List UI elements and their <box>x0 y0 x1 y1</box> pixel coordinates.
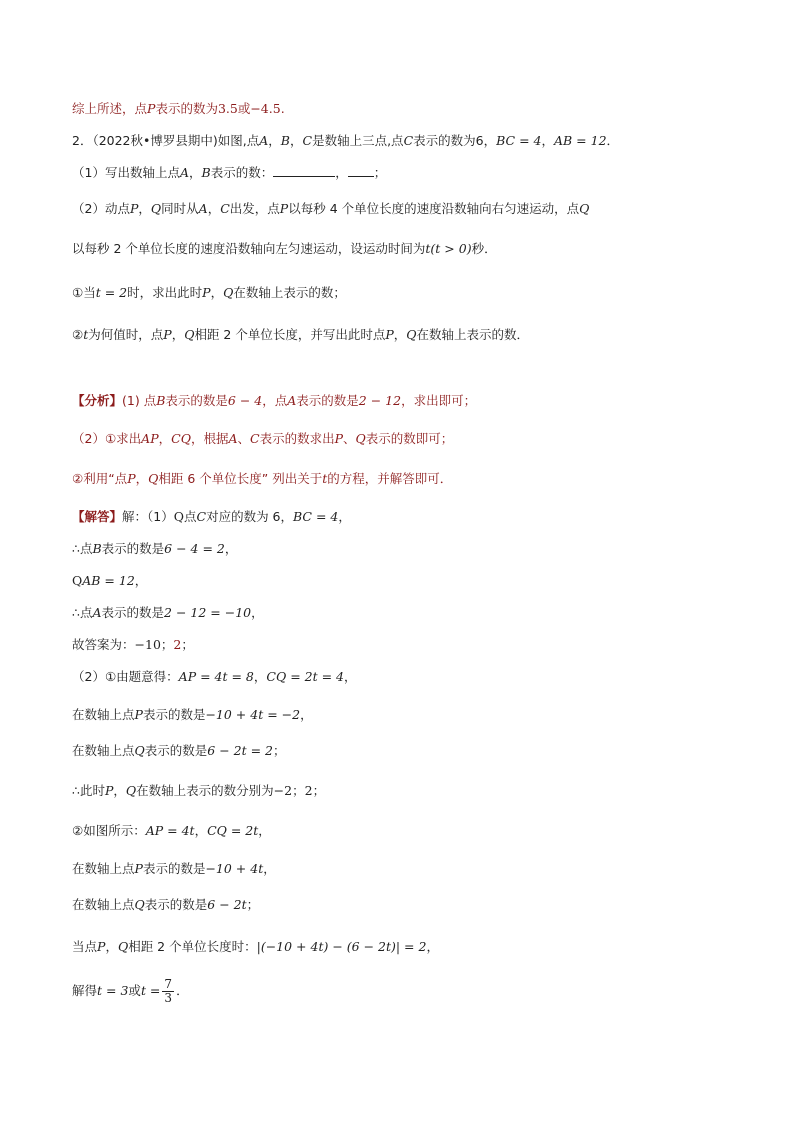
part1-text: 表示的数： <box>210 165 274 180</box>
s10-sep: ， <box>194 823 208 838</box>
s1-b: 点 <box>183 509 197 524</box>
s14-or: 或 <box>128 983 141 998</box>
s4-e: 2 − 12 = −10 <box>164 605 252 620</box>
s13-b: 相距 2 个单位长度时： <box>128 939 257 954</box>
analysis-l2-point-a: A <box>228 431 238 446</box>
analysis-l2-c: 、 <box>237 431 251 446</box>
part2-q: Q <box>150 201 162 216</box>
part2-b: 同时从 <box>161 201 199 216</box>
analysis-l2-e: 、 <box>343 431 356 446</box>
solution-line14 <box>72 975 189 1007</box>
s2-e: 6 − 4 = 2 <box>164 541 225 556</box>
s9-b: 在数轴上表示的数分别为 <box>136 783 274 798</box>
s14-e2: t = <box>140 983 161 998</box>
s4-a-point: A <box>92 605 102 620</box>
sub2-sep: ， <box>171 327 185 342</box>
stem-b: B <box>280 133 290 148</box>
s12-c: ； <box>246 897 260 912</box>
s8-q: Q <box>134 743 145 758</box>
s10-e1: AP = 4t <box>145 823 195 838</box>
part2-p: P <box>129 201 139 216</box>
analysis-line1 <box>72 392 476 410</box>
s14-a: 解得 <box>72 983 98 998</box>
part1-comma: ， <box>335 165 348 180</box>
s6-a: （2）①由题意得： <box>72 669 179 684</box>
question-stem <box>72 132 619 150</box>
sub2-q: Q <box>184 327 195 342</box>
s6-end: ， <box>344 669 357 684</box>
s11-b: 表示的数是 <box>142 861 206 876</box>
solution-line5 <box>72 636 194 654</box>
s1-a: 解：（1） <box>122 509 174 524</box>
analysis-l3-p: P <box>127 471 136 486</box>
s12-a: 在数轴上点 <box>72 897 135 912</box>
analysis-l2-a: （2）①求出 <box>72 431 142 446</box>
therefore-symbol: ∴ <box>72 783 80 798</box>
because-symbol: Q <box>72 573 83 588</box>
s9-v2: 2 <box>304 783 313 798</box>
s3-c: ， <box>134 573 148 588</box>
s9-v1: −2 <box>273 783 293 798</box>
stem-c: C <box>302 133 313 148</box>
s1-c-point: C <box>196 509 207 524</box>
solution-line7 <box>72 706 313 724</box>
stem-text: 是数轴上三点,点 <box>312 133 404 148</box>
fraction-seven-thirds <box>162 978 174 1005</box>
solution-line6 <box>72 668 357 686</box>
stem-sep2: ， <box>289 133 303 148</box>
sub2-q2: Q <box>406 327 417 342</box>
part2-d: 以每秒 4 个单位长度的速度沿数轴向右匀速运动，点 <box>288 201 580 216</box>
s1-bc: BC = 4 <box>293 509 339 524</box>
analysis-l1-e2: 2 − 12 <box>358 393 402 408</box>
stem-bc: BC = 4 <box>496 133 542 148</box>
part2-line2-b: 秒． <box>471 241 497 256</box>
s2-b: 表示的数是 <box>101 541 165 556</box>
s5-v2: 2 <box>173 637 182 652</box>
question-source: ．（2022秋•博罗县期中)如图,点 <box>79 133 260 148</box>
s9-sep: ， <box>113 783 126 798</box>
sub1-q: Q <box>223 285 234 300</box>
stem-end: ． <box>606 133 620 148</box>
solution-line13 <box>72 938 439 956</box>
s14-end: ． <box>176 983 189 998</box>
analysis-l1-e1: 6 − 4 <box>227 393 263 408</box>
s5-a: 故答案为： <box>72 637 135 652</box>
s5-sep: ； <box>160 637 174 652</box>
solution-line3 <box>72 572 147 590</box>
s8-c: ； <box>273 743 286 758</box>
answer-blank-b[interactable] <box>348 164 374 177</box>
s12-b: 表示的数是 <box>144 897 208 912</box>
analysis-l2-ap: AP <box>141 431 159 446</box>
analysis-l2-b: ，根据 <box>190 431 229 446</box>
sub1-t: t = 2 <box>95 285 128 300</box>
s3-ab: AB = 12 <box>82 573 135 588</box>
analysis-l2-cq: CQ <box>171 431 191 446</box>
s6-e2: CQ = 2t = 4 <box>266 669 344 684</box>
part2-q2: Q <box>579 201 590 216</box>
analysis-l3-t: t <box>322 471 328 486</box>
sub1-p: P <box>202 285 211 300</box>
sub2-t: t <box>83 327 89 342</box>
therefore-symbol: ∴ <box>72 605 80 620</box>
analysis-l2-point-q: Q <box>355 431 366 446</box>
solution-line1 <box>72 508 351 526</box>
part1-b: B <box>201 165 211 180</box>
s7-b: 表示的数是 <box>142 707 206 722</box>
answer-blank-a[interactable] <box>273 164 335 177</box>
s9-sep2: ； <box>292 783 305 798</box>
s5-v1: −10 <box>134 637 161 652</box>
solution-line11 <box>72 860 276 878</box>
s13-a: 当点 <box>72 939 98 954</box>
s11-p: P <box>134 861 143 876</box>
summary-values: 3.5或−4.5 <box>217 101 281 116</box>
analysis-l2-point-p: P <box>334 431 344 446</box>
analysis-l1-a-point: A <box>287 393 297 408</box>
sub1-sep: ， <box>210 285 224 300</box>
part2-sep2: ， <box>207 201 221 216</box>
s7-e: −10 + 4t = −2 <box>205 707 301 722</box>
analysis-l1-b: 表示的数是 <box>165 393 228 408</box>
s9-p: P <box>104 783 114 798</box>
s13-q: Q <box>117 939 129 954</box>
analysis-l1-b-point: B <box>156 393 166 408</box>
s7-a: 在数轴上点 <box>72 707 135 722</box>
s8-b: 表示的数是 <box>144 743 208 758</box>
analysis-tag: 【分析】 <box>72 393 123 408</box>
part1-end: ； <box>373 165 387 180</box>
part2-point-c: C <box>220 201 230 216</box>
s2-b-point: B <box>92 541 102 556</box>
s8-e: 6 − 2t = 2 <box>207 743 274 758</box>
solution-line8 <box>72 742 286 760</box>
because-symbol: Q <box>173 509 184 524</box>
sub2-b: 为何值时，点 <box>88 327 164 342</box>
analysis-l1-c: ，点 <box>262 393 288 408</box>
sub2-a: ② <box>72 327 84 342</box>
part2-point-a: A <box>198 201 208 216</box>
s11-e: −10 + 4t <box>205 861 264 876</box>
therefore-symbol: ∴ <box>72 541 80 556</box>
s9-end: ； <box>312 783 326 798</box>
s13-p: P <box>97 939 106 954</box>
s4-c: ， <box>251 605 264 620</box>
s2-a: 点 <box>79 541 93 556</box>
analysis-l3-c: 的方程，并解答即可． <box>327 471 453 486</box>
sub2-p2: P <box>385 327 394 342</box>
question-number: 2 <box>72 133 80 148</box>
s1-c: 对应的数为 6， <box>206 509 293 524</box>
solution-tag: 【解答】 <box>72 509 123 524</box>
analysis-line3 <box>72 470 452 488</box>
sub2-c: 相距 2 个单位长度，并写出此时点 <box>194 327 386 342</box>
analysis-l1-f: ，求出即可； <box>401 393 477 408</box>
part2-line2-a: 以每秒 2 个单位长度的速度沿数轴向左匀速运动，设运动时间为 <box>72 241 426 256</box>
fraction-denominator: 3 <box>164 991 173 1005</box>
part2-c: 出发，点 <box>229 201 280 216</box>
sub2-d: 在数轴上表示的数． <box>416 327 530 342</box>
part1-sep: ， <box>189 165 202 180</box>
s4-b: 表示的数是 <box>101 605 165 620</box>
s10-a: ②如图所示： <box>72 823 146 838</box>
analysis-l2-sep: ， <box>158 431 172 446</box>
s6-e1: AP = 4t = 8 <box>178 669 254 684</box>
s9-a: 此时 <box>79 783 105 798</box>
sub1-a: ①当 <box>72 285 96 300</box>
solution-line2 <box>72 540 237 558</box>
analysis-line2 <box>72 430 453 448</box>
solution-line9 <box>72 782 325 800</box>
sub1-c: 在数轴上表示的数； <box>233 285 346 300</box>
stem-sep1: ， <box>268 133 281 148</box>
summary-mid: 表示的数为 <box>155 101 218 116</box>
solution-line4 <box>72 604 264 622</box>
analysis-l1-d: 表示的数是 <box>296 393 359 408</box>
part1-a: A <box>179 165 189 180</box>
sub1-b: 时，求出此时 <box>127 285 203 300</box>
analysis-l3-b: 相距 6 个单位长度” 列出关于 <box>158 471 323 486</box>
s5-end: ； <box>181 637 194 652</box>
solution-line10 <box>72 822 271 840</box>
analysis-l2-f: 表示的数即可； <box>365 431 454 446</box>
fraction-numerator: 7 <box>164 977 173 991</box>
s13-e: |(−10 + 4t) − (6 − 2t)| = 2 <box>256 939 427 954</box>
summary-line <box>72 100 285 118</box>
part1-prefix: （1）写出数轴上点 <box>72 165 180 180</box>
stem-ab: AB = 12 <box>553 133 607 148</box>
analysis-l3-q: Q <box>148 471 159 486</box>
s7-p: P <box>134 707 143 722</box>
s8-a: 在数轴上点 <box>72 743 135 758</box>
solution-line12 <box>72 896 259 914</box>
s10-e2: CQ = 2t <box>207 823 259 838</box>
analysis-l3-sep: ， <box>135 471 149 486</box>
stem-a: A <box>259 133 269 148</box>
summary-point-p: P <box>147 101 156 116</box>
summary-end: . <box>280 101 285 116</box>
s7-c: ， <box>300 707 313 722</box>
s2-c: ， <box>224 541 238 556</box>
stem-c2: C <box>403 133 414 148</box>
stem-text2: 表示的数为6， <box>413 133 497 148</box>
s11-a: 在数轴上点 <box>72 861 135 876</box>
s1-d: ， <box>338 509 351 524</box>
s4-a: 点 <box>79 605 93 620</box>
s13-sep: ， <box>105 939 118 954</box>
question-sub2 <box>72 326 529 344</box>
analysis-l1-a: (1) 点 <box>122 393 157 408</box>
summary-prefix: 综上所述，点 <box>72 101 148 116</box>
s12-q: Q <box>134 897 145 912</box>
s6-sep: ， <box>253 669 267 684</box>
s10-end: ， <box>258 823 271 838</box>
s13-c: ， <box>426 939 439 954</box>
sub2-sep2: ， <box>393 327 407 342</box>
s12-e: 6 − 2t <box>207 897 247 912</box>
question-part2-line1 <box>72 200 589 218</box>
part2-p2: P <box>279 201 289 216</box>
s11-c: ， <box>263 861 276 876</box>
stem-sep3: ， <box>541 133 554 148</box>
part2-sep1: ， <box>138 201 151 216</box>
s14-e1: t = 3 <box>97 983 129 998</box>
analysis-l2-point-c: C <box>250 431 260 446</box>
part2-a: （2）动点 <box>72 201 130 216</box>
question-sub1 <box>72 284 346 302</box>
analysis-l2-d: 表示的数求出 <box>259 431 335 446</box>
part2-t: t(t > 0) <box>425 241 472 256</box>
analysis-l3-a: ②利用“点 <box>72 471 128 486</box>
question-part2-line2 <box>72 240 497 258</box>
sub2-p: P <box>163 327 172 342</box>
s9-q: Q <box>125 783 137 798</box>
question-part1 <box>72 164 386 182</box>
